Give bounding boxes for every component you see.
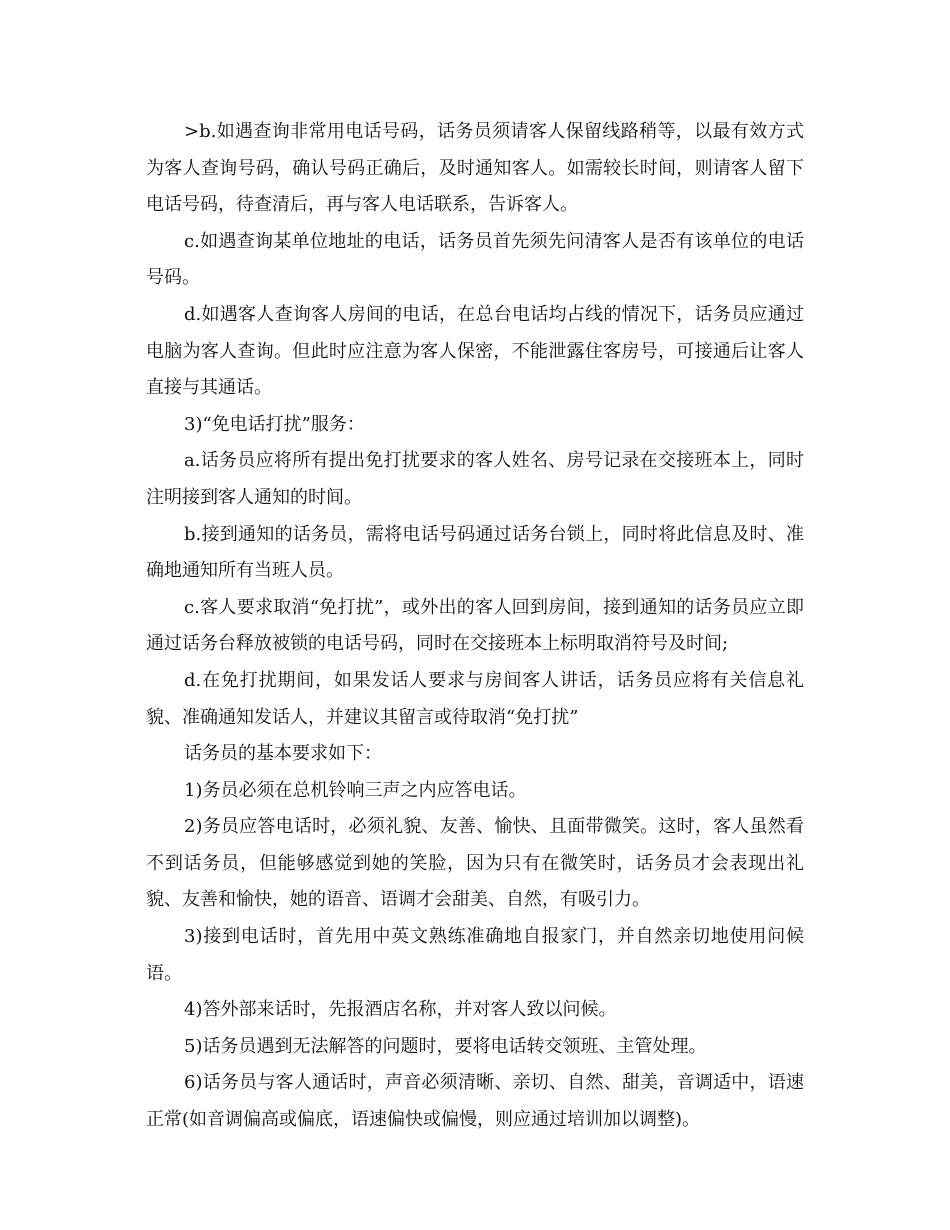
section-heading-do-not-disturb: 3)“免电话打扰”服务： [184,413,365,435]
paragraph-7: c.客人要求取消“免打扰”，或外出的客人回到房间，接到通知的话务员应立即通过话务台释放被锁的电话号码，同时在交接班本上标明取消符号及时间; [146,596,804,655]
paragraph-1: >b.如遇查询非常用电话号码，话务员须请客人保留线路稍等，以最有效方式为客人查询号码，确认号码正确后，及时通知客人。如需较长时间，则请客人留下电话号码，待查清后，再与客人电话联系，告诉客人。 [146,121,804,216]
paragraph-8: d.在免打扰期间，如果发话人要求与房间客人讲话，话务员应将有关信息礼貌、准确通知发话人，并建议其留言或待取消“免打扰” [146,669,804,728]
paragraph-10: 1)务员必须在总机铃响三声之内应答电话。 [184,779,527,801]
paragraph-15: 6)话务员与客人通话时，声音必须清晰、亲切、自然、甜美，音调适中，语速正常(如音调偏高或偏底，语速偏快或偏慢，则应通过培训加以调整)。 [146,1072,804,1131]
paragraph-14: 5)话务员遇到无法解答的问题时，要将电话转交领班、主管处理。 [184,1035,707,1057]
document-page [146,114,804,1139]
paragraph-5: a.话务员应将所有提出免打扰要求的客人姓名、房号记录在交接班本上，同时注明接到客人通知的时间。 [146,450,804,508]
paragraph-12: 3)接到电话时，首先用中英文熟练准确地自报家门，并自然亲切地使用问候语。 [146,926,804,984]
paragraph-6: b.接到通知的话务员，需将电话号码通过话务台锁上，同时将此信息及时、准确地通知所有当班人员。 [146,523,804,582]
section-heading-basic-requirements: 话务员的基本要求如下： [184,743,382,765]
paragraph-3: d.如遇客人查询客人房间的电话，在总台电话均占线的情况下，话务员应通过电脑为客人查询。但此时应注意为客人保密，不能泄露住客房号，可接通后让客人直接与其通话。 [146,303,804,399]
paragraph-11: 2)务员应答电话时，必须礼貌、友善、愉快、且面带微笑。这时，客人虽然看不到话务员，但能够感觉到她的笑脸，因为只有在微笑时，话务员才会表现出礼貌、友善和愉快，她的语音、语调才会甜美、自然，有吸引力。 [146,816,804,911]
paragraph-13: 4)答外部来话时，先报酒店名称，并对客人致以问候。 [184,999,617,1021]
paragraph-2: c.如遇查询某单位地址的电话，话务员首先须先问清客人是否有该单位的电话号码。 [146,230,804,289]
